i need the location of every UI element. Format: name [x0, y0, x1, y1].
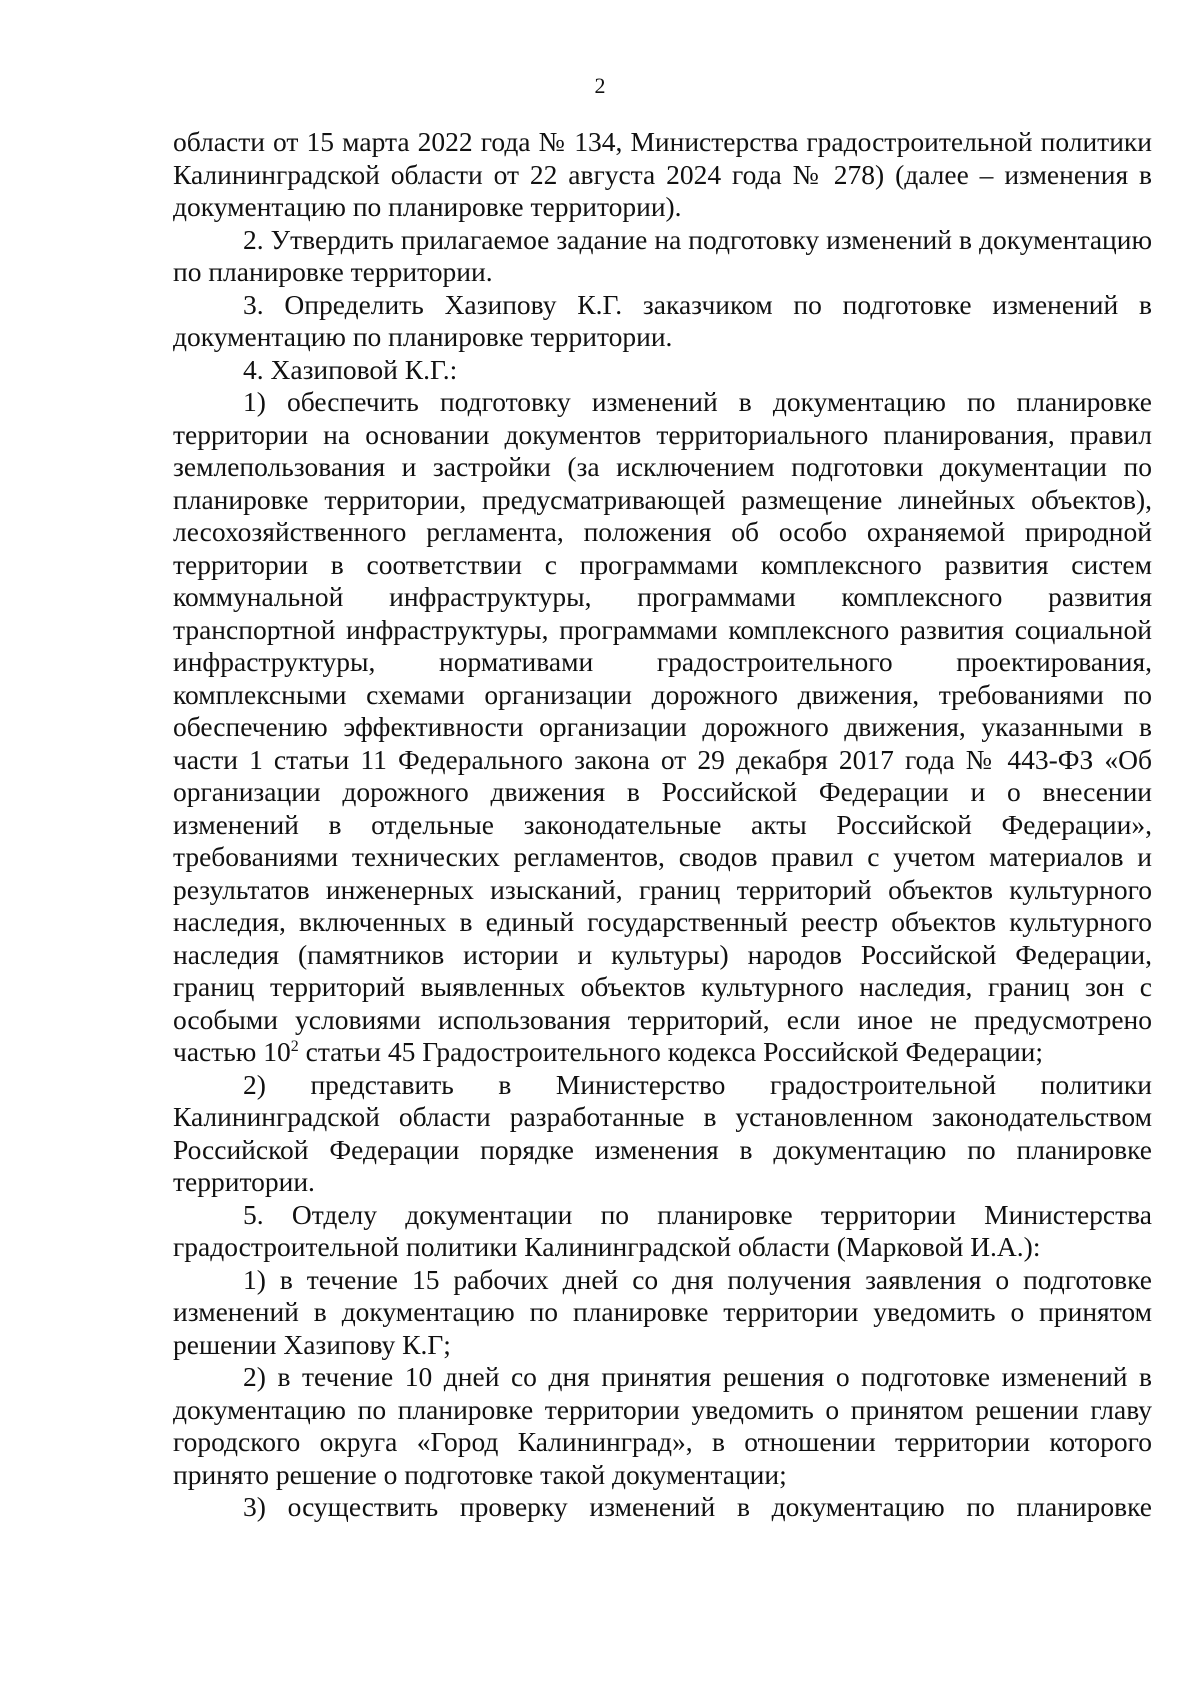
paragraph-item-5-1: 1) в течение 15 рабочих дней со дня получения заявления о подготовке изменений в документацию по планировке территории уведомить о принятом решении Хазипову К.Г; — [173, 1263, 1152, 1360]
paragraph-item-4-1-tail: статьи 45 Градостроительного кодекса Российской Федерации; — [298, 1036, 1044, 1067]
paragraph-item-5: 5. Отделу документации по планировке территории Министерства градостроительной политики Калининградской области (Марковой И.А.): — [173, 1198, 1152, 1262]
paragraph-item-4-1 — [173, 386, 1152, 1069]
page-number: 2 — [594, 73, 606, 98]
paragraph-item-4: 4. Хазиповой К.Г.: — [243, 353, 458, 385]
superscript: 2 — [290, 1037, 299, 1055]
paragraph-item-3: 3. Определить Хазипову К.Г. заказчиком по подготовке изменений в документацию по планировке территории. — [173, 288, 1152, 352]
paragraph-continuation: области от 15 марта 2022 года № 134, Министерства градостроительной политики Калининградской области от 22 августа 2024 года № 278) (далее – изменения в документацию по планировке территории). — [173, 126, 1152, 222]
paragraph-item-5-2: 2) в течение 10 дней со дня принятия решения о подготовке изменений в документацию по планировке территории уведомить о принятом решении главу городского округа «Город Калининград», в отношении территории которого принято решение о подготовке такой документации; — [173, 1361, 1152, 1490]
document-body — [173, 126, 1152, 1524]
paragraph-item-2: 2. Утвердить прилагаемое задание на подготовку изменений в документацию по планировке территории. — [173, 223, 1152, 287]
paragraph-item-5-3: 3) осуществить проверку изменений в документацию по планировке — [243, 1491, 1152, 1522]
paragraph-item-4-1-text: 1) обеспечить подготовку изменений в документацию по планировке территории на основании документов территориального планирования, правил землепользования и застройки (за исключением подготовки документации по планировке территории, предусматривающей размещение линейных объектов), лесохозяйственного регламента, положения об особо охраняемой природной территории в соответствии с программами комплексного развития систем коммунальной инфраструктуры, программами комплексного развития транспортной инфраструктуры, программами комплексного развития социальной инфраструктуры, нормативами градостроительного проектирования, комплексными схемами организации дорожного движения, требованиями по обеспечению эффективности организации дорожного движения, указанными в части 1 статьи 11 Федерального закона от 29 декабря 2017 года № 443-ФЗ «Об организации дорожного движения в Российской Федерации и о внесении изменений в отдельные законодательные акты Российской Федерации», требованиями технических регламентов, сводов правил с учетом материалов и результатов инженерных изысканий, границ территорий объектов культурного наследия, включенных в единый государственный реестр объектов культурного наследия (памятников истории и культуры) народов Российской Федерации, границ территорий выявленных объектов культурного наследия, границ зон с особыми условиями использования территорий, если иное не предусмотрено частью 10 — [173, 386, 1152, 1067]
paragraph-item-4-2: 2) представить в Министерство градостроительной политики Калининградской области разработанные в установленном законодательством Российской Федерации порядке изменения в документацию по планировке территории. — [173, 1068, 1152, 1197]
